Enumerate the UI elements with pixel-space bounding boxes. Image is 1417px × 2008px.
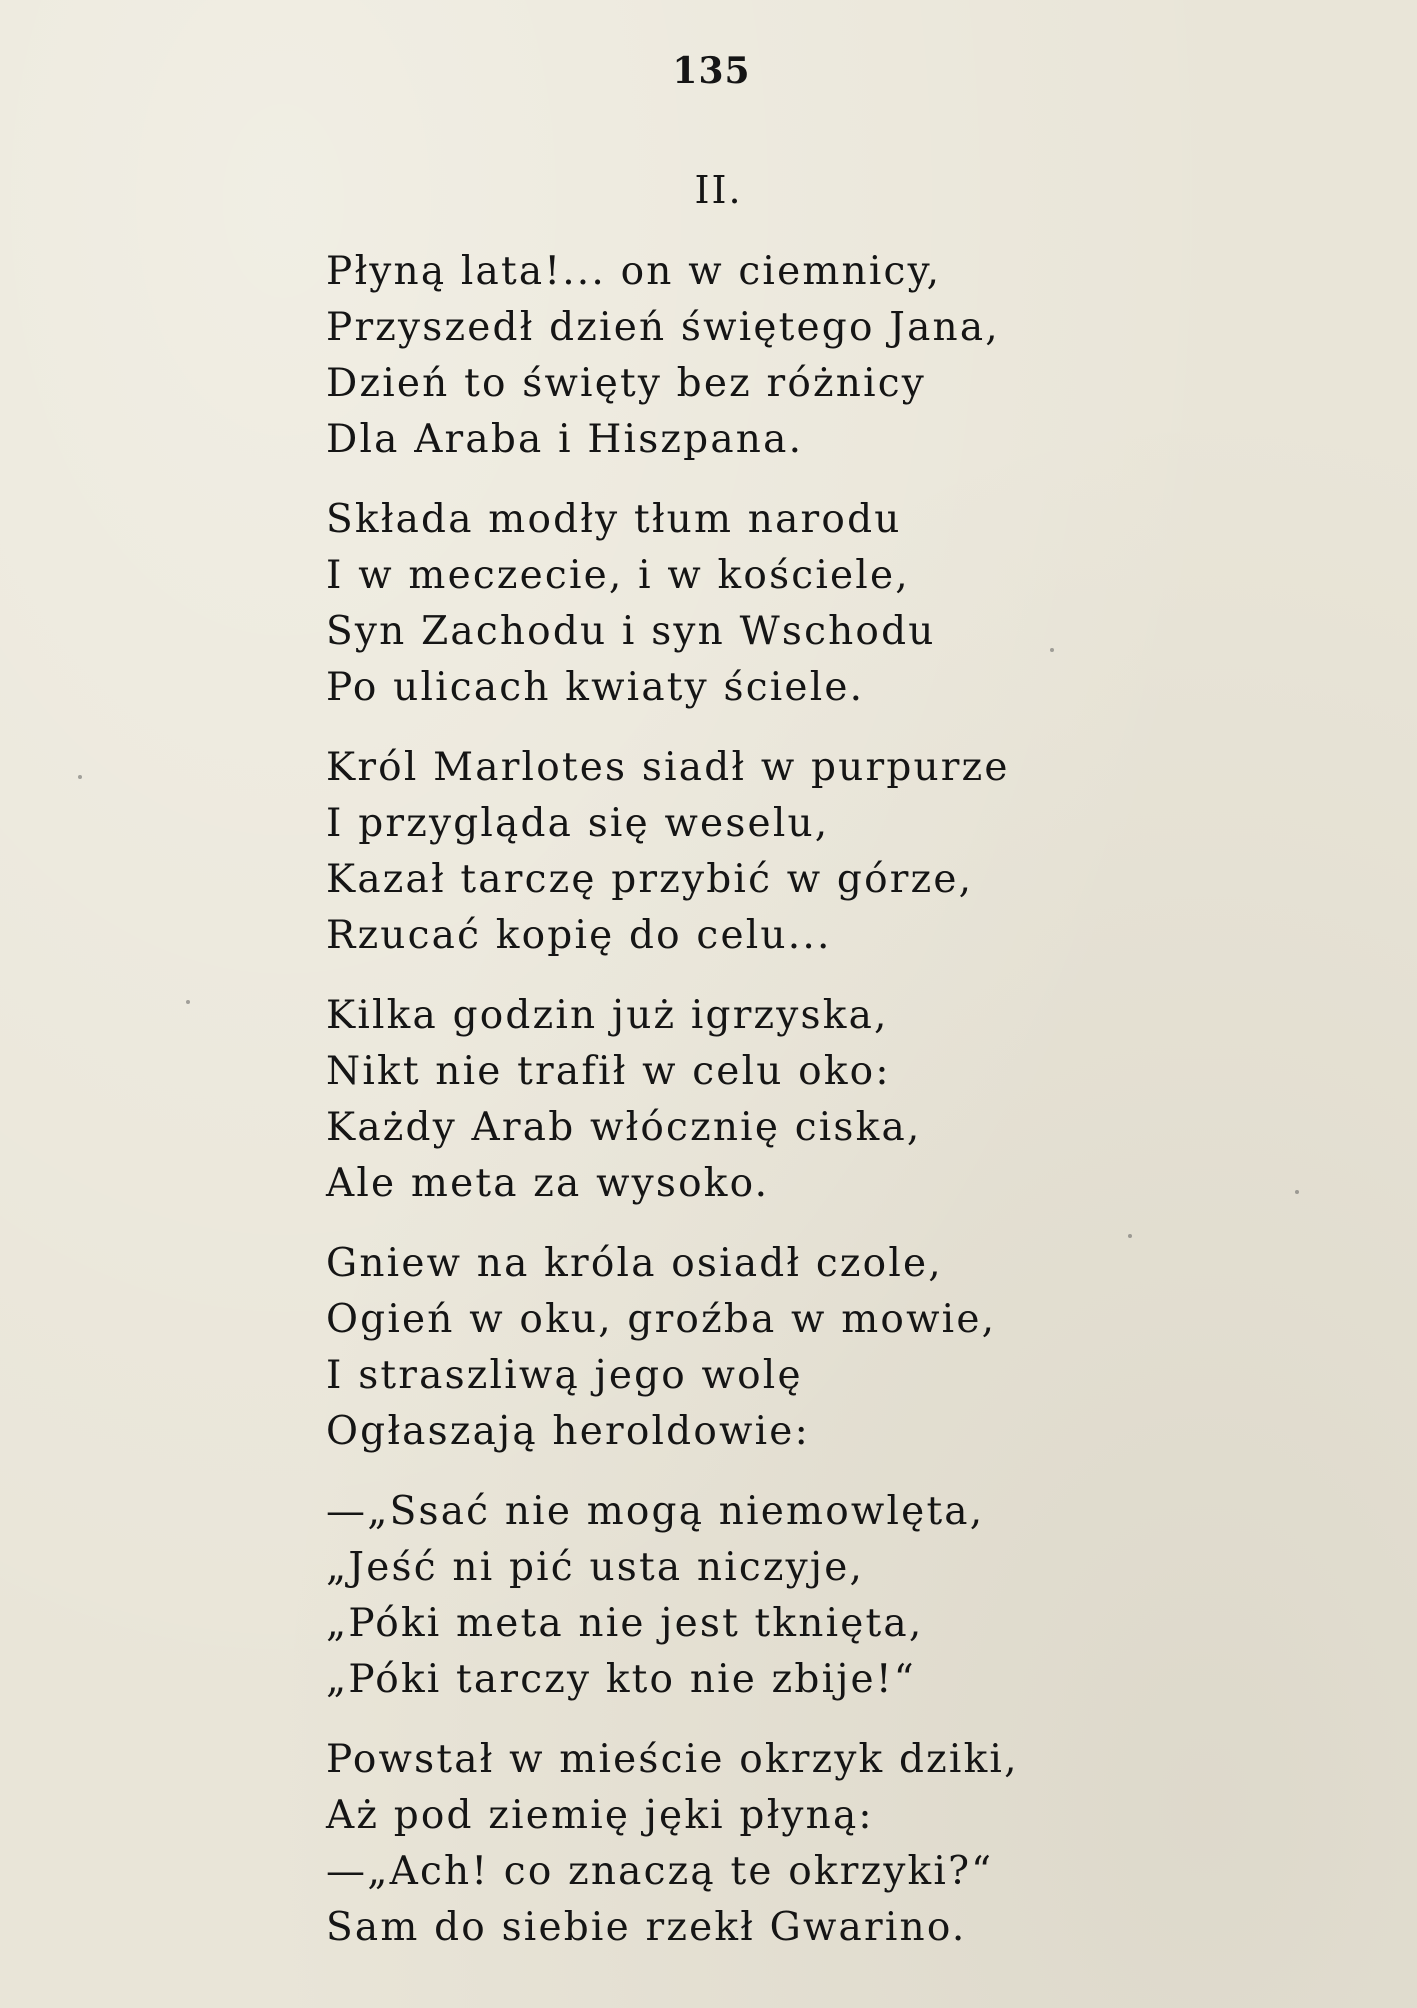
- stanza: [326, 1484, 1386, 1708]
- paper-speck: [1295, 1190, 1299, 1194]
- verse-line: I w meczecie, i w kościele,: [326, 553, 910, 598]
- paper-speck: [78, 775, 82, 779]
- verse-line: Ale meta za wysoko.: [326, 1161, 770, 1206]
- stanza: [326, 1732, 1386, 1956]
- verse-line: —„Ssać nie mogą niemowlęta,: [326, 1489, 985, 1534]
- paper-speck: [1050, 648, 1054, 652]
- verse-line: Ogłaszają heroldowie:: [326, 1409, 810, 1454]
- verse-line: „Jeść ni pić usta niczyje,: [326, 1545, 865, 1590]
- verse-line: Każdy Arab włócznię ciska,: [326, 1105, 922, 1150]
- verse-line: Aż pod ziemię jęki płyną:: [326, 1793, 874, 1838]
- verse-line: Przyszedł dzień świętego Jana,: [326, 305, 1000, 350]
- stanza: [326, 740, 1386, 964]
- verse-line: „Póki tarczy kto nie zbije!“: [326, 1657, 916, 1702]
- verse-line: Powstał w mieście okrzyk dziki,: [326, 1737, 1019, 1782]
- verse-line: Po ulicach kwiaty ściele.: [326, 665, 865, 710]
- paper-speck: [186, 1000, 190, 1004]
- verse-line: Gniew na króla osiadł czole,: [326, 1241, 943, 1286]
- page-number: 135: [672, 50, 751, 92]
- verse-line: Płyną lata!... on w ciemnicy,: [326, 249, 942, 294]
- paper-speck: [1128, 1234, 1132, 1238]
- verse-line: Kazał tarczę przybić w górze,: [326, 857, 974, 902]
- poem-text: [326, 244, 1386, 1980]
- verse-line: Sam do siebie rzekł Gwarino.: [326, 1905, 967, 1950]
- verse-line: Rzucać kopię do celu...: [326, 913, 832, 958]
- stanza: [326, 1236, 1386, 1460]
- verse-line: I straszliwą jego wolę: [326, 1353, 803, 1398]
- verse-line: Syn Zachodu i syn Wschodu: [326, 609, 936, 654]
- section-heading: II.: [694, 168, 743, 212]
- verse-line: Dla Araba i Hiszpana.: [326, 417, 804, 462]
- verse-line: I przygląda się weselu,: [326, 801, 830, 846]
- verse-line: Nikt nie trafił w celu oko:: [326, 1049, 891, 1094]
- verse-line: Dzień to święty bez różnicy: [326, 361, 927, 406]
- stanza: [326, 988, 1386, 1212]
- verse-line: „Póki meta nie jest tknięta,: [326, 1601, 924, 1646]
- verse-line: —„Ach! co znaczą te okrzyki?“: [326, 1849, 994, 1894]
- verse-line: Kilka godzin już igrzyska,: [326, 993, 889, 1038]
- verse-line: Król Marlotes siadł w purpurze: [326, 745, 1010, 790]
- stanza: [326, 492, 1386, 716]
- stanza: [326, 244, 1386, 468]
- verse-line: Składa modły tłum narodu: [326, 497, 902, 542]
- verse-line: Ogień w oku, groźba w mowie,: [326, 1297, 997, 1342]
